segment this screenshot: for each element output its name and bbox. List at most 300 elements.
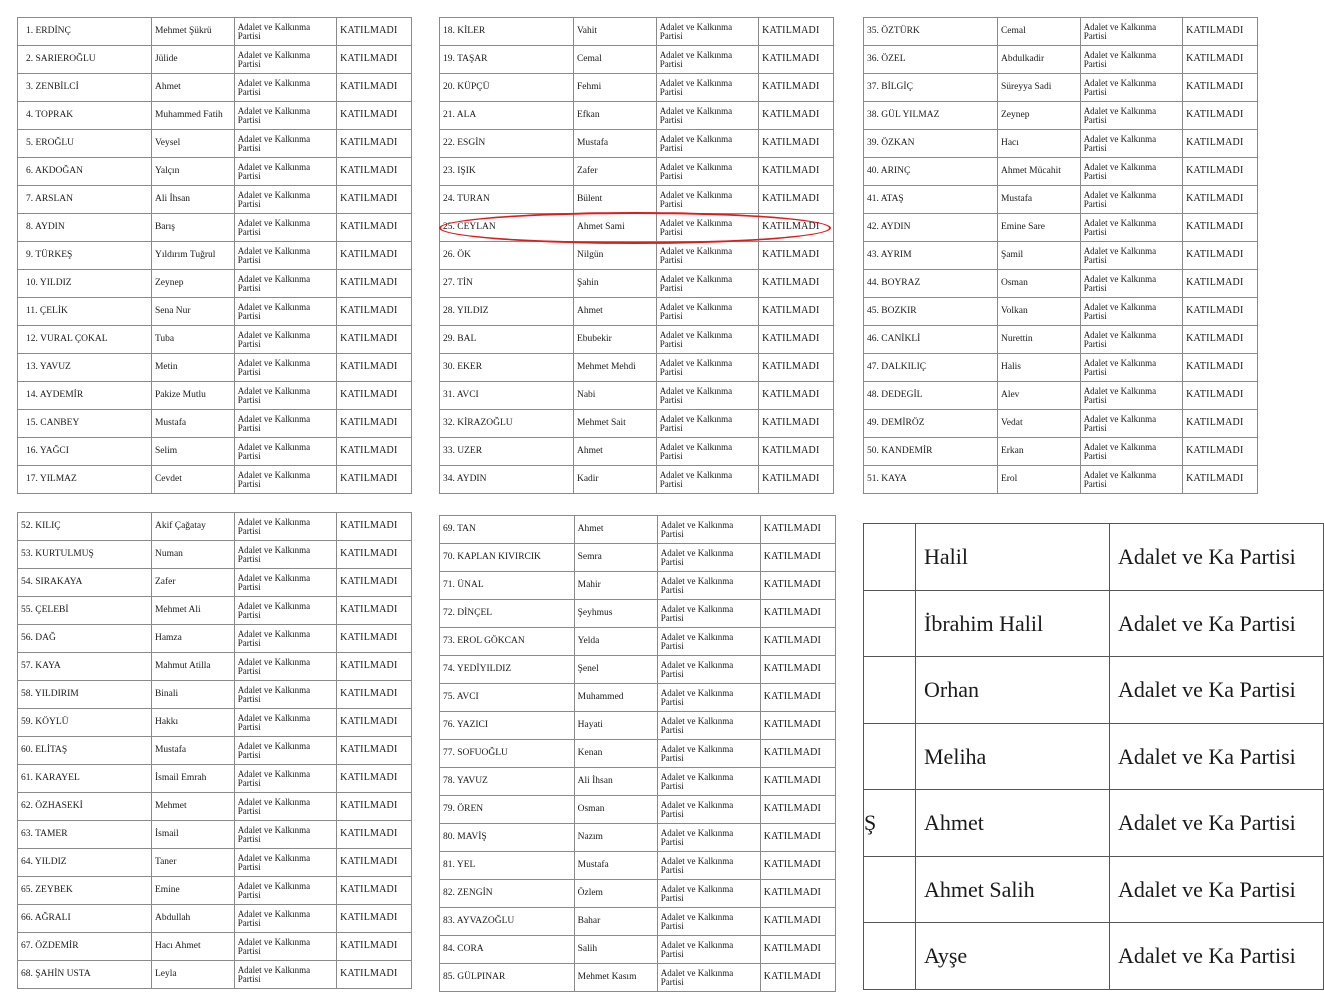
status-cell: KATILMADI (759, 158, 834, 186)
name-cell: Hacı Ahmet (151, 933, 234, 961)
status-cell: KATILMADI (759, 242, 834, 270)
name-cell: Nazım (574, 824, 657, 852)
table-row (440, 712, 836, 740)
name-cell: Pakize Mutlu (151, 382, 234, 410)
surname-cell: 49. DEMİRÖZ (864, 410, 998, 438)
name-cell: Ayşe (916, 923, 1110, 990)
status-cell: KATILMADI (760, 516, 835, 544)
table-row (440, 186, 834, 214)
name-cell: Orhan (916, 657, 1110, 724)
table-row (440, 130, 834, 158)
surname-cell: 74. YEDİYILDIZ (440, 656, 575, 684)
party-cell: Adalet ve Kalkınma Partisi (657, 880, 760, 908)
surname-cell: 33. UZER (440, 438, 574, 466)
surname-cell: 66. AĞRALI (18, 905, 152, 933)
party-cell: Adalet ve Kalkınma Partisi (234, 158, 336, 186)
name-cell: Selim (151, 438, 234, 466)
party-cell: Adalet ve Kalkınma Partisi (656, 46, 758, 74)
name-cell: Ahmet (573, 438, 656, 466)
surname-cell: 85. GÜLPINAR (440, 964, 575, 992)
party-cell: Adalet ve Kalkınma Partisi (657, 684, 760, 712)
table-row (18, 877, 412, 905)
status-cell: KATILMADI (1183, 186, 1258, 214)
party-cell: Adalet ve Kalkınma Partisi (234, 541, 336, 569)
name-cell: Erol (997, 466, 1080, 494)
table-row (18, 298, 412, 326)
name-cell: Mahmut Atilla (151, 653, 234, 681)
surname-cell: 29. BAL (440, 326, 574, 354)
name-cell: Ahmet (151, 74, 234, 102)
vote-table-panel-zoomed (863, 523, 1296, 993)
name-cell: Nabi (573, 382, 656, 410)
table-row (864, 438, 1258, 466)
party-cell: Adalet ve Ka Partisi (1110, 790, 1324, 857)
table-row (864, 74, 1258, 102)
surname-cell: 50. KANDEMİR (864, 438, 998, 466)
surname-cell: 53. KURTULMUŞ (18, 541, 152, 569)
party-cell: Adalet ve Kalkınma Partisi (234, 410, 336, 438)
table-row (440, 796, 836, 824)
party-cell: Adalet ve Kalkınma Partisi (1080, 74, 1182, 102)
name-cell: Bahar (574, 908, 657, 936)
name-cell: Kenan (574, 740, 657, 768)
name-cell: İsmail Emrah (151, 765, 234, 793)
table-row (18, 905, 412, 933)
table-row (440, 270, 834, 298)
name-cell: Cemal (997, 18, 1080, 46)
surname-cell (864, 524, 916, 591)
status-cell: KATILMADI (1183, 466, 1258, 494)
table-row (440, 410, 834, 438)
surname-cell: 1. ERDİNÇ (18, 18, 152, 46)
surname-cell: 65. ZEYBEK (18, 877, 152, 905)
name-cell: Zafer (573, 158, 656, 186)
surname-cell: 39. ÖZKAN (864, 130, 998, 158)
party-cell: Adalet ve Kalkınma Partisi (234, 793, 336, 821)
status-cell: KATILMADI (1183, 270, 1258, 298)
name-cell: Şenel (574, 656, 657, 684)
party-cell: Adalet ve Kalkınma Partisi (234, 709, 336, 737)
surname-cell: 25. CEYLAN (440, 214, 574, 242)
name-cell: Emine (151, 877, 234, 905)
name-cell: Leyla (151, 961, 234, 989)
status-cell: KATILMADI (337, 709, 412, 737)
surname-cell: 38. GÜL YILMAZ (864, 102, 998, 130)
name-cell: Sena Nur (151, 298, 234, 326)
surname-cell: 84. CORA (440, 936, 575, 964)
name-cell: Metin (151, 354, 234, 382)
table-row (18, 18, 412, 46)
status-cell: KATILMADI (337, 653, 412, 681)
status-cell: KATILMADI (337, 410, 412, 438)
table-row (18, 214, 412, 242)
name-cell: Hakkı (151, 709, 234, 737)
party-cell: Adalet ve Kalkınma Partisi (1080, 130, 1182, 158)
status-cell: KATILMADI (337, 569, 412, 597)
status-cell: KATILMADI (759, 298, 834, 326)
surname-cell: 56. DAĞ (18, 625, 152, 653)
status-cell: KATILMADI (337, 102, 412, 130)
table-row (864, 102, 1258, 130)
name-cell: Ali İhsan (574, 768, 657, 796)
table-row (440, 18, 834, 46)
table-row (440, 740, 836, 768)
party-cell: Adalet ve Kalkınma Partisi (234, 102, 336, 130)
status-cell: KATILMADI (337, 438, 412, 466)
surname-cell: 42. AYDIN (864, 214, 998, 242)
party-cell: Adalet ve Kalkınma Partisi (656, 102, 758, 130)
status-cell: KATILMADI (759, 326, 834, 354)
surname-cell: 73. EROL GÖKCAN (440, 628, 575, 656)
name-cell: Mustafa (574, 852, 657, 880)
name-cell: Abdulkadir (997, 46, 1080, 74)
status-cell: KATILMADI (1183, 214, 1258, 242)
table-row (440, 242, 834, 270)
surname-cell: 62. ÖZHASEKİ (18, 793, 152, 821)
table-row (440, 298, 834, 326)
status-cell: KATILMADI (1183, 354, 1258, 382)
party-cell: Adalet ve Kalkınma Partisi (657, 768, 760, 796)
status-cell: KATILMADI (337, 242, 412, 270)
status-cell: KATILMADI (1183, 382, 1258, 410)
table-row (440, 684, 836, 712)
table-row (864, 923, 1324, 990)
table-row (18, 597, 412, 625)
table-row (864, 298, 1258, 326)
name-cell: Ebubekir (573, 326, 656, 354)
surname-cell: 78. YAVUZ (440, 768, 575, 796)
name-cell: Şahin (573, 270, 656, 298)
party-cell: Adalet ve Kalkınma Partisi (234, 933, 336, 961)
vote-table-panel-5 (439, 515, 836, 993)
table-row (864, 657, 1324, 724)
name-cell: Mustafa (151, 737, 234, 765)
table-row (864, 410, 1258, 438)
party-cell: Adalet ve Kalkınma Partisi (657, 964, 760, 992)
party-cell: Adalet ve Kalkınma Partisi (234, 242, 336, 270)
surname-cell: 64. YILDIZ (18, 849, 152, 877)
surname-cell: 15. CANBEY (18, 410, 152, 438)
party-cell: Adalet ve Kalkınma Partisi (657, 824, 760, 852)
name-cell: Fehmi (573, 74, 656, 102)
status-cell: KATILMADI (759, 74, 834, 102)
status-cell: KATILMADI (337, 354, 412, 382)
name-cell: Zeynep (151, 270, 234, 298)
party-cell: Adalet ve Kalkınma Partisi (656, 242, 758, 270)
table-row (18, 625, 412, 653)
status-cell: KATILMADI (337, 186, 412, 214)
status-cell: KATILMADI (337, 18, 412, 46)
table-row (864, 590, 1324, 657)
party-cell: Adalet ve Kalkınma Partisi (657, 656, 760, 684)
status-cell: KATILMADI (760, 964, 835, 992)
status-cell: KATILMADI (1183, 102, 1258, 130)
status-cell: KATILMADI (759, 270, 834, 298)
status-cell: KATILMADI (760, 880, 835, 908)
name-cell: Hamza (151, 625, 234, 653)
status-cell: KATILMADI (337, 961, 412, 989)
name-cell: Özlem (574, 880, 657, 908)
surname-cell: 67. ÖZDEMİR (18, 933, 152, 961)
party-cell: Adalet ve Kalkınma Partisi (656, 186, 758, 214)
party-cell: Adalet ve Kalkınma Partisi (1080, 158, 1182, 186)
party-cell: Adalet ve Kalkınma Partisi (657, 628, 760, 656)
status-cell: KATILMADI (759, 466, 834, 494)
status-cell: KATILMADI (337, 326, 412, 354)
status-cell: KATILMADI (337, 541, 412, 569)
table-row (864, 524, 1324, 591)
surname-cell (864, 923, 916, 990)
party-cell: Adalet ve Ka Partisi (1110, 657, 1324, 724)
name-cell: Erkan (997, 438, 1080, 466)
surname-cell: 31. AVCI (440, 382, 574, 410)
table-row (18, 382, 412, 410)
name-cell: Binali (151, 681, 234, 709)
status-cell: KATILMADI (337, 877, 412, 905)
name-cell: Mehmet Ali (151, 597, 234, 625)
status-cell: KATILMADI (759, 130, 834, 158)
table-row (440, 628, 836, 656)
party-cell: Adalet ve Kalkınma Partisi (657, 852, 760, 880)
surname-cell: 6. AKDOĞAN (18, 158, 152, 186)
name-cell: Cemal (573, 46, 656, 74)
table-row (18, 513, 412, 541)
surname-cell: 19. TAŞAR (440, 46, 574, 74)
party-cell: Adalet ve Kalkınma Partisi (234, 18, 336, 46)
status-cell: KATILMADI (1183, 158, 1258, 186)
surname-cell: 4. TOPRAK (18, 102, 152, 130)
party-cell: Adalet ve Kalkınma Partisi (656, 438, 758, 466)
party-cell: Adalet ve Kalkınma Partisi (234, 438, 336, 466)
status-cell: KATILMADI (759, 46, 834, 74)
party-cell: Adalet ve Kalkınma Partisi (657, 600, 760, 628)
party-cell: Adalet ve Kalkınma Partisi (657, 740, 760, 768)
table-row (18, 793, 412, 821)
name-cell: Mustafa (151, 410, 234, 438)
surname-cell: 59. KÖYLÜ (18, 709, 152, 737)
party-cell: Adalet ve Kalkınma Partisi (656, 130, 758, 158)
party-cell: Adalet ve Kalkınma Partisi (1080, 242, 1182, 270)
surname-cell: 10. YILDIZ (18, 270, 152, 298)
surname-cell: 2. SARIEROĞLU (18, 46, 152, 74)
name-cell: Yelda (574, 628, 657, 656)
party-cell: Adalet ve Kalkınma Partisi (234, 569, 336, 597)
status-cell: KATILMADI (1183, 130, 1258, 158)
name-cell: Yıldırım Tuğrul (151, 242, 234, 270)
surname-cell: 57. KAYA (18, 653, 152, 681)
surname-cell: 7. ARSLAN (18, 186, 152, 214)
party-cell: Adalet ve Kalkınma Partisi (234, 877, 336, 905)
table-row (440, 46, 834, 74)
party-cell: Adalet ve Kalkınma Partisi (234, 326, 336, 354)
name-cell: Halil (916, 524, 1110, 591)
table-row (18, 681, 412, 709)
status-cell: KATILMADI (760, 740, 835, 768)
table-row (440, 74, 834, 102)
status-cell: KATILMADI (759, 214, 834, 242)
name-cell: Ali İhsan (151, 186, 234, 214)
surname-cell: 60. ELİTAŞ (18, 737, 152, 765)
status-cell: KATILMADI (760, 768, 835, 796)
table-row (440, 572, 836, 600)
name-cell: Salih (574, 936, 657, 964)
surname-cell: 41. ATAŞ (864, 186, 998, 214)
status-cell: KATILMADI (337, 466, 412, 494)
name-cell: Nilgün (573, 242, 656, 270)
status-cell: KATILMADI (337, 681, 412, 709)
surname-cell: 55. ÇELEBİ (18, 597, 152, 625)
name-cell: Muhammed (574, 684, 657, 712)
table-row (864, 130, 1258, 158)
status-cell: KATILMADI (1183, 74, 1258, 102)
surname-cell: 63. TAMER (18, 821, 152, 849)
table-row (864, 214, 1258, 242)
table-row (18, 438, 412, 466)
table-row (864, 270, 1258, 298)
name-cell: Şamil (997, 242, 1080, 270)
name-cell: Halis (997, 354, 1080, 382)
party-cell: Adalet ve Ka Partisi (1110, 524, 1324, 591)
party-cell: Adalet ve Kalkınma Partisi (234, 382, 336, 410)
name-cell: Veysel (151, 130, 234, 158)
table-row (864, 466, 1258, 494)
name-cell: Alev (997, 382, 1080, 410)
surname-cell: 71. ÜNAL (440, 572, 575, 600)
status-cell: KATILMADI (337, 905, 412, 933)
surname-cell: 17. YILMAZ (18, 466, 152, 494)
name-cell: Muhammed Fatih (151, 102, 234, 130)
table-row (440, 880, 836, 908)
name-cell: Vahit (573, 18, 656, 46)
party-cell: Adalet ve Kalkınma Partisi (234, 74, 336, 102)
table-row (864, 46, 1258, 74)
surname-cell: 27. TİN (440, 270, 574, 298)
party-cell: Adalet ve Kalkınma Partisi (657, 712, 760, 740)
name-cell: Barış (151, 214, 234, 242)
surname-cell: 18. KİLER (440, 18, 574, 46)
party-cell: Adalet ve Kalkınma Partisi (234, 961, 336, 989)
table-row (18, 326, 412, 354)
surname-cell: 5. EROĞLU (18, 130, 152, 158)
name-cell: Ahmet (916, 790, 1110, 857)
name-cell: Mustafa (997, 186, 1080, 214)
party-cell: Adalet ve Kalkınma Partisi (656, 466, 758, 494)
name-cell: Emine Sare (997, 214, 1080, 242)
status-cell: KATILMADI (337, 849, 412, 877)
surname-cell: 54. SIRAKAYA (18, 569, 152, 597)
status-cell: KATILMADI (1183, 410, 1258, 438)
name-cell: Jülide (151, 46, 234, 74)
status-cell: KATILMADI (1183, 326, 1258, 354)
status-cell: KATILMADI (759, 382, 834, 410)
surname-cell: 23. IŞIK (440, 158, 574, 186)
surname-cell: 24. TURAN (440, 186, 574, 214)
table-row (440, 354, 834, 382)
party-cell: Adalet ve Kalkınma Partisi (1080, 298, 1182, 326)
party-cell: Adalet ve Kalkınma Partisi (1080, 186, 1182, 214)
name-cell: Numan (151, 541, 234, 569)
party-cell: Adalet ve Kalkınma Partisi (234, 765, 336, 793)
table-row (864, 723, 1324, 790)
surname-cell: 44. BOYRAZ (864, 270, 998, 298)
surname-cell: 81. YEL (440, 852, 575, 880)
status-cell: KATILMADI (759, 18, 834, 46)
party-cell: Adalet ve Kalkınma Partisi (656, 270, 758, 298)
party-cell: Adalet ve Kalkınma Partisi (234, 46, 336, 74)
table-row (864, 242, 1258, 270)
table-row (864, 382, 1258, 410)
status-cell: KATILMADI (337, 737, 412, 765)
party-cell: Adalet ve Kalkınma Partisi (1080, 102, 1182, 130)
name-cell: Mustafa (573, 130, 656, 158)
party-cell: Adalet ve Kalkınma Partisi (234, 821, 336, 849)
vote-table-panel-4 (17, 512, 412, 990)
status-cell: KATILMADI (760, 628, 835, 656)
status-cell: KATILMADI (337, 270, 412, 298)
table-row (440, 102, 834, 130)
surname-cell: 83. AYVAZOĞLU (440, 908, 575, 936)
surname-cell: 45. BOZKIR (864, 298, 998, 326)
surname-cell: 72. DİNÇEL (440, 600, 575, 628)
name-cell: İsmail (151, 821, 234, 849)
party-cell: Adalet ve Kalkınma Partisi (234, 186, 336, 214)
table-row (440, 964, 836, 992)
status-cell: KATILMADI (760, 852, 835, 880)
surname-cell: 70. KAPLAN KIVIRCIK (440, 544, 575, 572)
party-cell: Adalet ve Kalkınma Partisi (656, 158, 758, 186)
party-cell: Adalet ve Kalkınma Partisi (234, 681, 336, 709)
table-row (18, 130, 412, 158)
party-cell: Adalet ve Kalkınma Partisi (234, 270, 336, 298)
table-row (864, 856, 1324, 923)
status-cell: KATILMADI (760, 796, 835, 824)
party-cell: Adalet ve Kalkınma Partisi (1080, 438, 1182, 466)
table-row (864, 186, 1258, 214)
vote-table-panel-1 (17, 17, 412, 495)
surname-cell: 13. YAVUZ (18, 354, 152, 382)
name-cell: Semra (574, 544, 657, 572)
name-cell: Efkan (573, 102, 656, 130)
party-cell: Adalet ve Kalkınma Partisi (657, 796, 760, 824)
table-row (18, 46, 412, 74)
party-cell: Adalet ve Kalkınma Partisi (656, 74, 758, 102)
table-row (440, 544, 836, 572)
status-cell: KATILMADI (337, 214, 412, 242)
surname-cell: 75. AVCI (440, 684, 575, 712)
surname-cell (864, 657, 916, 724)
name-cell: Meliha (916, 723, 1110, 790)
name-cell: Yalçın (151, 158, 234, 186)
table-row (18, 709, 412, 737)
surname-cell: 35. ÖZTÜRK (864, 18, 998, 46)
vote-table (17, 17, 412, 494)
name-cell: Cevdet (151, 466, 234, 494)
name-cell: Bülent (573, 186, 656, 214)
status-cell: KATILMADI (760, 712, 835, 740)
surname-cell (864, 590, 916, 657)
party-cell: Adalet ve Kalkınma Partisi (234, 653, 336, 681)
party-cell: Adalet ve Ka Partisi (1110, 856, 1324, 923)
table-row (18, 74, 412, 102)
surname-cell: 9. TÜRKEŞ (18, 242, 152, 270)
party-cell: Adalet ve Kalkınma Partisi (234, 466, 336, 494)
table-row (18, 653, 412, 681)
name-cell: Ahmet Sami (573, 214, 656, 242)
table-row (440, 382, 834, 410)
surname-cell: 20. KÜPÇÜ (440, 74, 574, 102)
status-cell: KATILMADI (337, 793, 412, 821)
surname-cell: 61. KARAYEL (18, 765, 152, 793)
